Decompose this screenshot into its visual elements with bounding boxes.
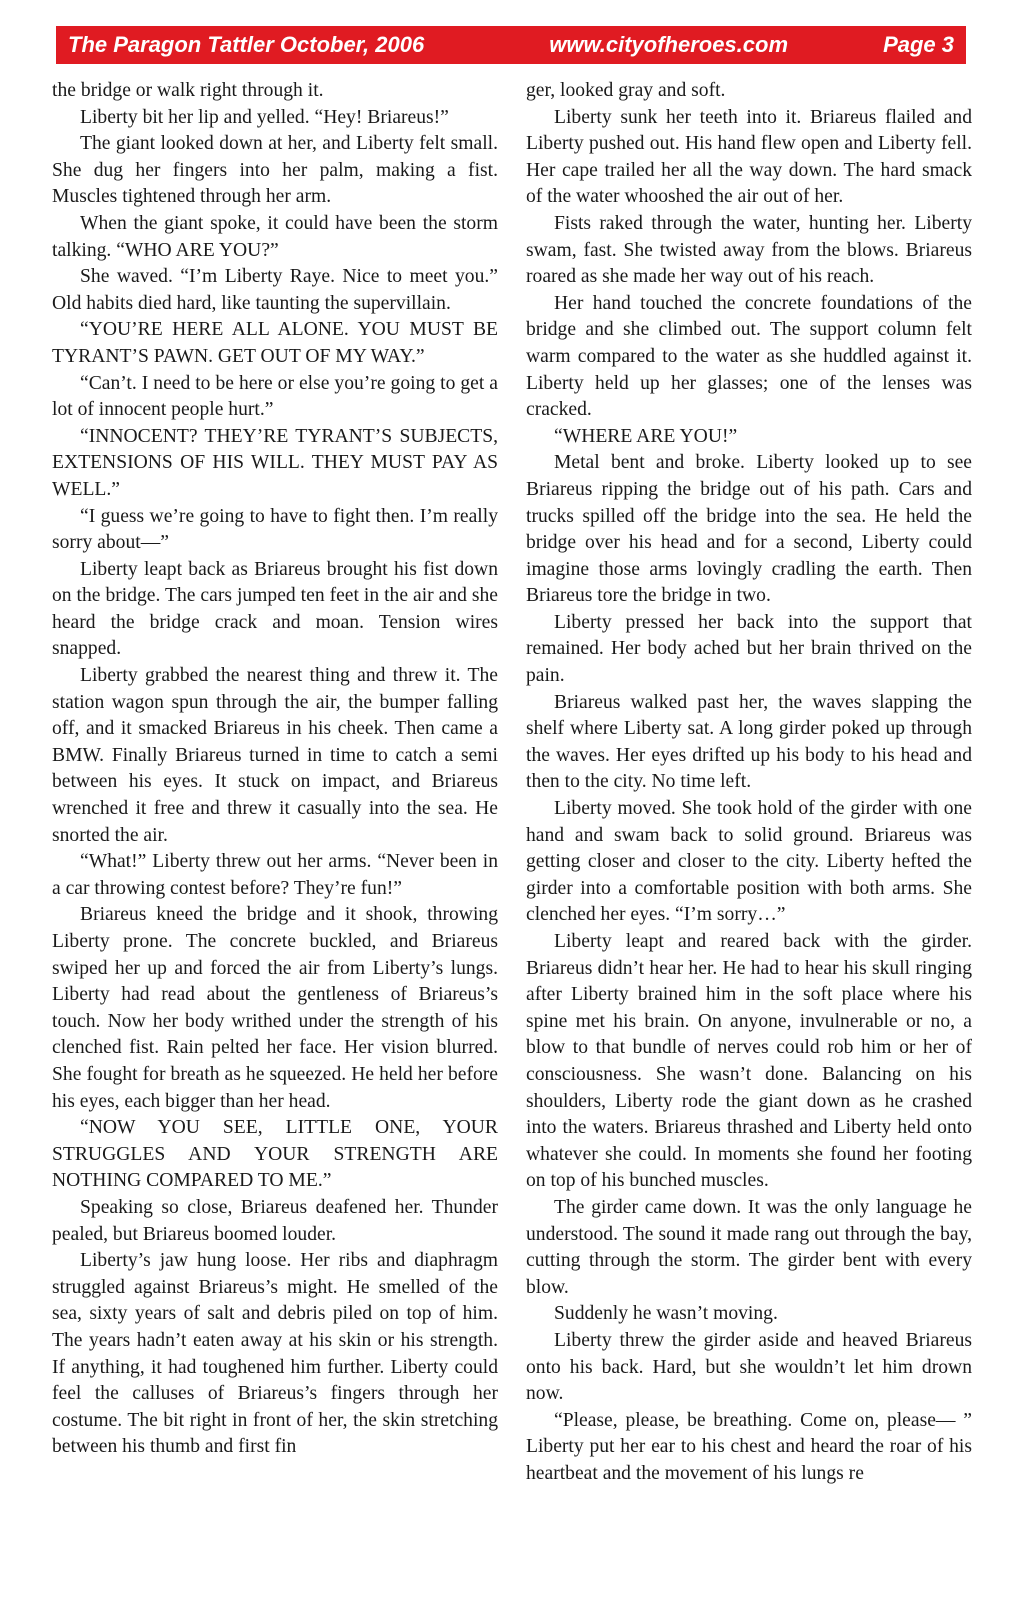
paragraph: Speaking so close, Briareus deafened her. Thunder pealed, but Briareus boomed louder.: [52, 1196, 498, 1245]
paragraph: Her hand touched the concrete foundations of the bridge and she climbed out. The support column felt warm compared to the water as she huddled against it. Liberty held up her glasses; one of the lenses was cracked.: [526, 292, 972, 421]
paragraph: Liberty’s jaw hung loose. Her ribs and diaphragm struggled against Briareus’s might. He smelled of the sea, sixty years of salt and debris piled on top of him. The years hadn’t eaten away at his skin or his strength. If anything, it had toughened him further. Liberty could feel the calluses of Briareus’s fingers through her costume. The bit right in front of her, the skin stretching between his thumb and first fin: [52, 1250, 498, 1458]
paragraph: ger, looked gray and soft.: [526, 80, 726, 101]
paragraph: Liberty grabbed the nearest thing and threw it. The station wagon spun through the air, the bumper falling off, and it smacked Briareus in his cheek. Then came a BMW. Finally Briareus turned in time to catch a semi between his eyes. It stuck on impact, and Briareus wrenched it free and threw it casually into the sea. He snorted the air.: [52, 665, 498, 846]
left-column: [52, 78, 498, 1598]
paragraph: Liberty threw the girder aside and heaved Briareus onto his back. Hard, but she wouldn’t let him drown now.: [526, 1329, 972, 1405]
right-column: [526, 78, 972, 1598]
paragraph: Liberty moved. She took hold of the girder with one hand and swam back to solid ground. Briareus was getting closer and closer to the city. Liberty hefted the girder into a comfortable position with both arms. She clenched her eyes. “I’m sorry…”: [526, 798, 972, 926]
paragraph: Suddenly he wasn’t moving.: [554, 1303, 778, 1325]
paragraph: “I guess we’re going to have to fight then. I’m really sorry about—”: [52, 505, 498, 554]
paragraph: When the giant spoke, it could have been the storm talking. “WHO ARE YOU?”: [52, 212, 498, 261]
paragraph: The giant looked down at her, and Liberty felt small. She dug her fingers into her palm, making a fist. Muscles tightened through her arm.: [52, 133, 498, 208]
paragraph: Liberty bit her lip and yelled. “Hey! Briareus!”: [80, 106, 449, 128]
website-url[interactable]: www.cityofheroes.com: [549, 32, 789, 57]
paragraph: The girder came down. It was the only language he understood. The sound it made rang out through the bay, cutting through the storm. The girder bent with every blow.: [526, 1196, 972, 1298]
paragraph: She waved. “I’m Liberty Raye. Nice to meet you.” Old habits died hard, like taunting the supervillain.: [52, 266, 498, 314]
paragraph: “Please, please, be breathing. Come on, please— ” Liberty put her ear to his chest and heard the roar of his heartbeat and the movement of his lungs re: [526, 1409, 972, 1484]
paragraph: Liberty pressed her back into the support that remained. Her body ached but her brain thrived on the pain.: [526, 611, 972, 687]
paragraph: Liberty leapt back as Briareus brought his fist down on the bridge. The cars jumped ten feet in the air and she heard the bridge crack and moan. Tension wires snapped.: [52, 558, 498, 660]
paragraph: Metal bent and broke. Liberty looked up to see Briareus ripping the bridge out of his path. Cars and trucks spilled off the bridge into the sea. He held the bridge over his head and for a second, Liberty could imagine those arms lovingly cradling the earth. Then Briareus tore the bridge in two.: [526, 452, 972, 607]
paragraph: Fists raked through the water, hunting her. Liberty swam, fast. She twisted away from the blows. Briareus roared as she made her way out of his reach.: [526, 212, 972, 288]
paragraph: Liberty sunk her teeth into it. Briareus flailed and Liberty pushed out. His hand flew open and Liberty fell. Her cape trailed her all the way down. The hard smack of the water whooshed the air out of her.: [526, 106, 972, 208]
page-header-bar: [56, 26, 966, 64]
paragraph: “INNOCENT? THEY’RE TYRANT’S SUBJECTS, EXTENSIONS OF HIS WILL. THEY MUST PAY AS WELL.”: [52, 425, 498, 500]
paragraph: “Can’t. I need to be here or else you’re going to get a lot of innocent people hurt.”: [52, 372, 498, 421]
article-body: [52, 78, 972, 1598]
paragraph: “YOU’RE HERE ALL ALONE. YOU MUST BE TYRANT’S PAWN. GET OUT OF MY WAY.”: [52, 319, 498, 367]
paragraph: Briareus walked past her, the waves slapping the shelf where Liberty sat. A long girder poked up through the waves. Her eyes drifted up his body to his head and then to the city. No time left.: [526, 691, 972, 793]
paragraph: “WHERE ARE YOU!”: [554, 425, 738, 447]
page-number: Page 3: [883, 32, 954, 57]
paragraph: “NOW YOU SEE, LITTLE ONE, YOUR STRUGGLES AND YOUR STRENGTH ARE NOTHING COMPARED TO ME.”: [52, 1117, 498, 1192]
newsletter-title: The Paragon Tattler October, 2006: [68, 32, 425, 57]
paragraph: Liberty leapt and reared back with the girder. Briareus didn’t hear her. He had to hear his skull ringing after Liberty brained him in the soft place where his spine met his brain. On anyone, invulnerable or no, a blow to that bundle of nerves could rob him or her of consciousness. She wasn’t done. Balancing on his shoulders, Liberty rode the giant down as he crashed into the waters. Briareus thrashed and Liberty held onto whatever she could. In moments she found her footing on top of his bunched muscles.: [526, 931, 972, 1192]
paragraph: the bridge or walk right through it.: [52, 80, 324, 101]
paragraph: Briareus kneed the bridge and it shook, throwing Liberty prone. The concrete buckled, and Briareus swiped her up and forced the air from Liberty’s lungs. Liberty had read about the gentleness of Briareus’s touch. Now her body writhed under the strength of his clenched fist. Rain pelted her face. Her vision blurred. She fought for breath as he squeezed. He held her before his eyes, each bigger than her head.: [52, 904, 498, 1112]
paragraph: “What!” Liberty threw out her arms. “Never been in a car throwing contest before? They’re fun!”: [52, 851, 498, 899]
